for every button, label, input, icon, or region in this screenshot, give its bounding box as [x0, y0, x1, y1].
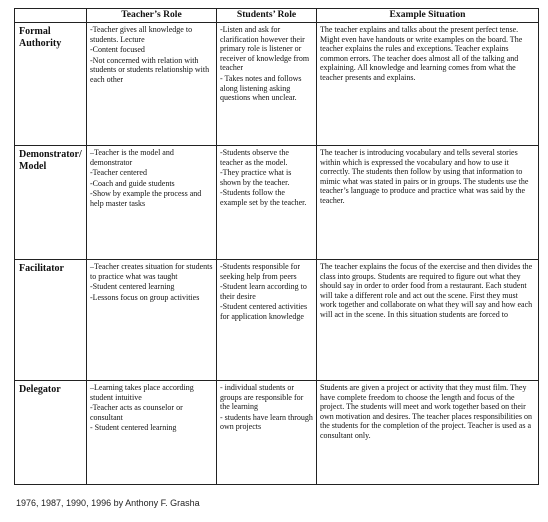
list-item: -Teacher centered — [90, 168, 147, 178]
teacher-role-cell — [87, 260, 217, 381]
students-role-cell — [217, 146, 317, 260]
students-role-cell — [217, 23, 317, 146]
students-role-cell — [217, 381, 317, 485]
teacher-role-cell — [87, 381, 217, 485]
header-students-role: Students’ Role — [217, 9, 317, 23]
list-item: -Lessons focus on group activities — [90, 292, 200, 302]
list-item: -Listen and ask for clarification however their primary role is listener or receiver of knowledge from teacher — [220, 25, 310, 73]
example-cell: The teacher explains the focus of the exercise and then divides the class into groups. Students are required to figure out what they should say in order to order food from a restaurant. Each student will take a different role and act out the scene. First they must work together and collaborate on what they will say and how each will act in the scene. In this situation students are forced to — [317, 260, 539, 381]
table-row — [15, 146, 539, 260]
list-item: - Student centered learning — [90, 423, 177, 433]
list-item: -Teacher gives all knowledge to students. Lecture — [90, 25, 193, 44]
header-teacher-role: Teacher’s Role — [87, 9, 217, 23]
list-item: -Teacher acts as counselor or consultant — [90, 403, 183, 422]
role-name: Demonstrator/ Model — [15, 146, 87, 260]
list-item: -Coach and guide students — [90, 178, 175, 188]
role-name: Delegator — [15, 381, 87, 485]
list-item: -Content focused — [90, 45, 145, 55]
teaching-styles-table — [14, 8, 539, 485]
copyright-footnote: 1976, 1987, 1990, 1996 by Anthony F. Grasha — [16, 498, 200, 508]
students-role-cell — [217, 260, 317, 381]
list-item: -Student centered learning — [90, 282, 175, 292]
list-item: -Student centered activities for application knowledge — [220, 302, 308, 321]
teacher-role-cell — [87, 146, 217, 260]
list-item: -Students responsible for seeking help from peers — [220, 262, 300, 281]
header-row — [15, 9, 539, 23]
list-item: –Teacher is the model and demonstrator — [90, 148, 174, 167]
list-item: -Student learn according to their desire — [220, 282, 307, 301]
header-example-situation: Example Situation — [317, 9, 539, 23]
example-cell: The teacher is introducing vocabulary and tells several stories within which is expressed the vocabulary and how to use it correctly. The students then follow by using that information to mimic what was stated in pairs or in groups. The students use the teacher’s language to produce and practice what was said by the teacher. — [317, 146, 539, 260]
example-cell: Students are given a project or activity that they must film. They have complete freedom to choose the length and focus of the project. The students will meet and work together based on their own motivation and desires. The teacher places responsibilities on the students for the completion of the project. Teacher is used as a consultant only. — [317, 381, 539, 485]
teacher-role-cell — [87, 23, 217, 146]
list-item: - students have learn through own projects — [220, 412, 313, 432]
list-item: - individual students or groups are responsible for the learning — [220, 383, 304, 412]
list-item: -Students follow the example set by the teacher. — [220, 188, 307, 207]
list-item: –Teacher creates situation for students to practice what was taught — [90, 262, 213, 281]
role-name: Facilitator — [15, 260, 87, 381]
header-blank — [15, 9, 87, 23]
table-row — [15, 381, 539, 485]
example-cell: The teacher explains and talks about the present perfect tense. Might even have handouts or write examples on the board. The teacher explains the rules and exceptions. Teacher explains common errors. The teacher does almost all of the talking and explaining. All knowledge and learning comes from what the teacher presents and explains. — [317, 23, 539, 146]
table-row — [15, 260, 539, 381]
list-item: -Students observe the teacher as the model. — [220, 148, 289, 167]
list-item: - Takes notes and follows along listening asking questions when unclear. — [220, 73, 302, 103]
list-item: -Show by example the process and help master tasks — [90, 189, 202, 208]
list-item: -They practice what is shown by the teacher. — [220, 168, 292, 187]
list-item: –Learning takes place according student intuitive — [90, 383, 194, 402]
list-item: -Not concerned with relation with students or students relationship with each other — [90, 55, 210, 84]
role-name: Formal Authority — [15, 23, 87, 146]
table-row — [15, 23, 539, 146]
